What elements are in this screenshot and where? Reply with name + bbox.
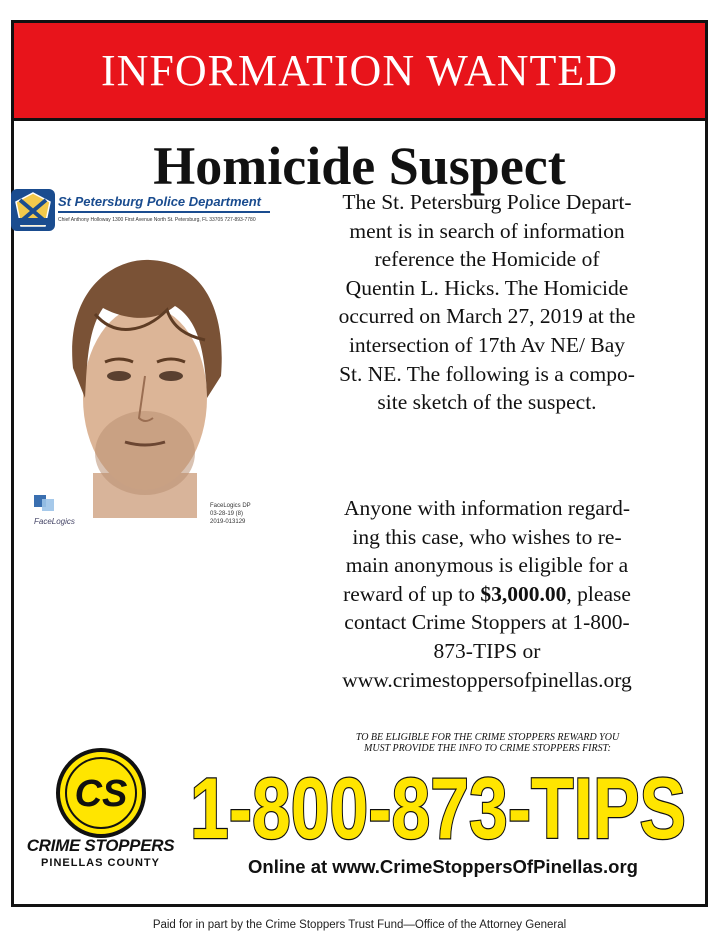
case-description-line: occurred on March 27, 2019 at the — [338, 304, 636, 329]
online-website[interactable]: Online at www.CrimeStoppersOfPinellas.org — [248, 856, 638, 877]
case-description-line: The St. Petersburg Police Depart- — [342, 190, 632, 214]
eligibility-note-line: TO BE ELIGIBLE FOR THE CRIME STOPPERS REWARD YOU — [355, 732, 620, 743]
eligibility-note-line: MUST PROVIDE THE INFO TO CRIME STOPPERS FIRST: — [364, 743, 611, 754]
reward-suffix: , please — [566, 581, 631, 606]
sketch-metadata — [210, 502, 251, 526]
reward-line — [286, 580, 688, 609]
case-description — [286, 188, 688, 417]
case-description-line: site sketch of the suspect. — [377, 390, 597, 415]
crime-stoppers-logo-icon — [56, 748, 146, 838]
case-description-line: Quentin L. Hicks. The Homicide — [345, 275, 629, 300]
facelogics-icon — [34, 493, 56, 513]
sketch-meta-line: 03-28-19 (8) — [210, 511, 244, 517]
case-description-line: reference the Homicide of — [374, 247, 600, 272]
police-name-rule — [58, 211, 270, 213]
banner-title: INFORMATION WANTED — [100, 46, 619, 95]
reward-website[interactable]: www.crimestoppersofpinellas.org — [342, 667, 632, 692]
crime-stoppers-logo-letters: CS — [74, 773, 128, 815]
reward-line: ing this case, who wishes to re- — [352, 524, 622, 549]
reward-information — [286, 494, 688, 694]
case-description-line: intersection of 17th Av NE/ Bay — [348, 332, 626, 357]
tip-phone-number[interactable] — [185, 756, 691, 852]
police-address-line: Chief Anthony Holloway 1300 First Avenue North St. Petersburg, FL 33705 727-893-7780 — [58, 217, 256, 223]
suspect-composite-sketch — [55, 248, 235, 518]
police-badge-icon — [10, 188, 56, 232]
police-logo — [10, 188, 272, 236]
police-department-name: St Petersburg Police Department — [58, 194, 261, 209]
case-description-line: St. NE. The following is a compo- — [339, 361, 635, 386]
case-description-line: ment is in search of information — [349, 218, 625, 243]
sketch-meta-line: FaceLogics DP — [210, 503, 251, 509]
reward-line: Anyone with information regard- — [344, 496, 630, 520]
tip-phone-text: 1-800-873-TIPS — [190, 761, 686, 852]
reward-prefix: reward of up to — [343, 581, 481, 606]
reward-line: main anonymous is eligible for a — [345, 553, 629, 578]
reward-amount: $3,000.00 — [480, 581, 567, 606]
crime-stoppers-name: CRIME STOPPERS — [26, 836, 175, 855]
reward-line: 873-TIPS or — [433, 638, 541, 663]
sketch-meta-line: 2019-013129 — [210, 519, 246, 525]
page-title: Homicide Suspect — [153, 136, 566, 196]
crime-stoppers-county: PINELLAS COUNTY — [41, 857, 160, 869]
reward-line: contact Crime Stoppers at 1-800- — [344, 610, 630, 635]
funding-footer: Paid for in part by the Crime Stoppers Trust Fund—Office of the Attorney General — [152, 919, 567, 931]
facelogics-brand: FaceLogics — [34, 517, 75, 526]
header-banner — [14, 23, 705, 121]
eligibility-note — [300, 732, 675, 754]
